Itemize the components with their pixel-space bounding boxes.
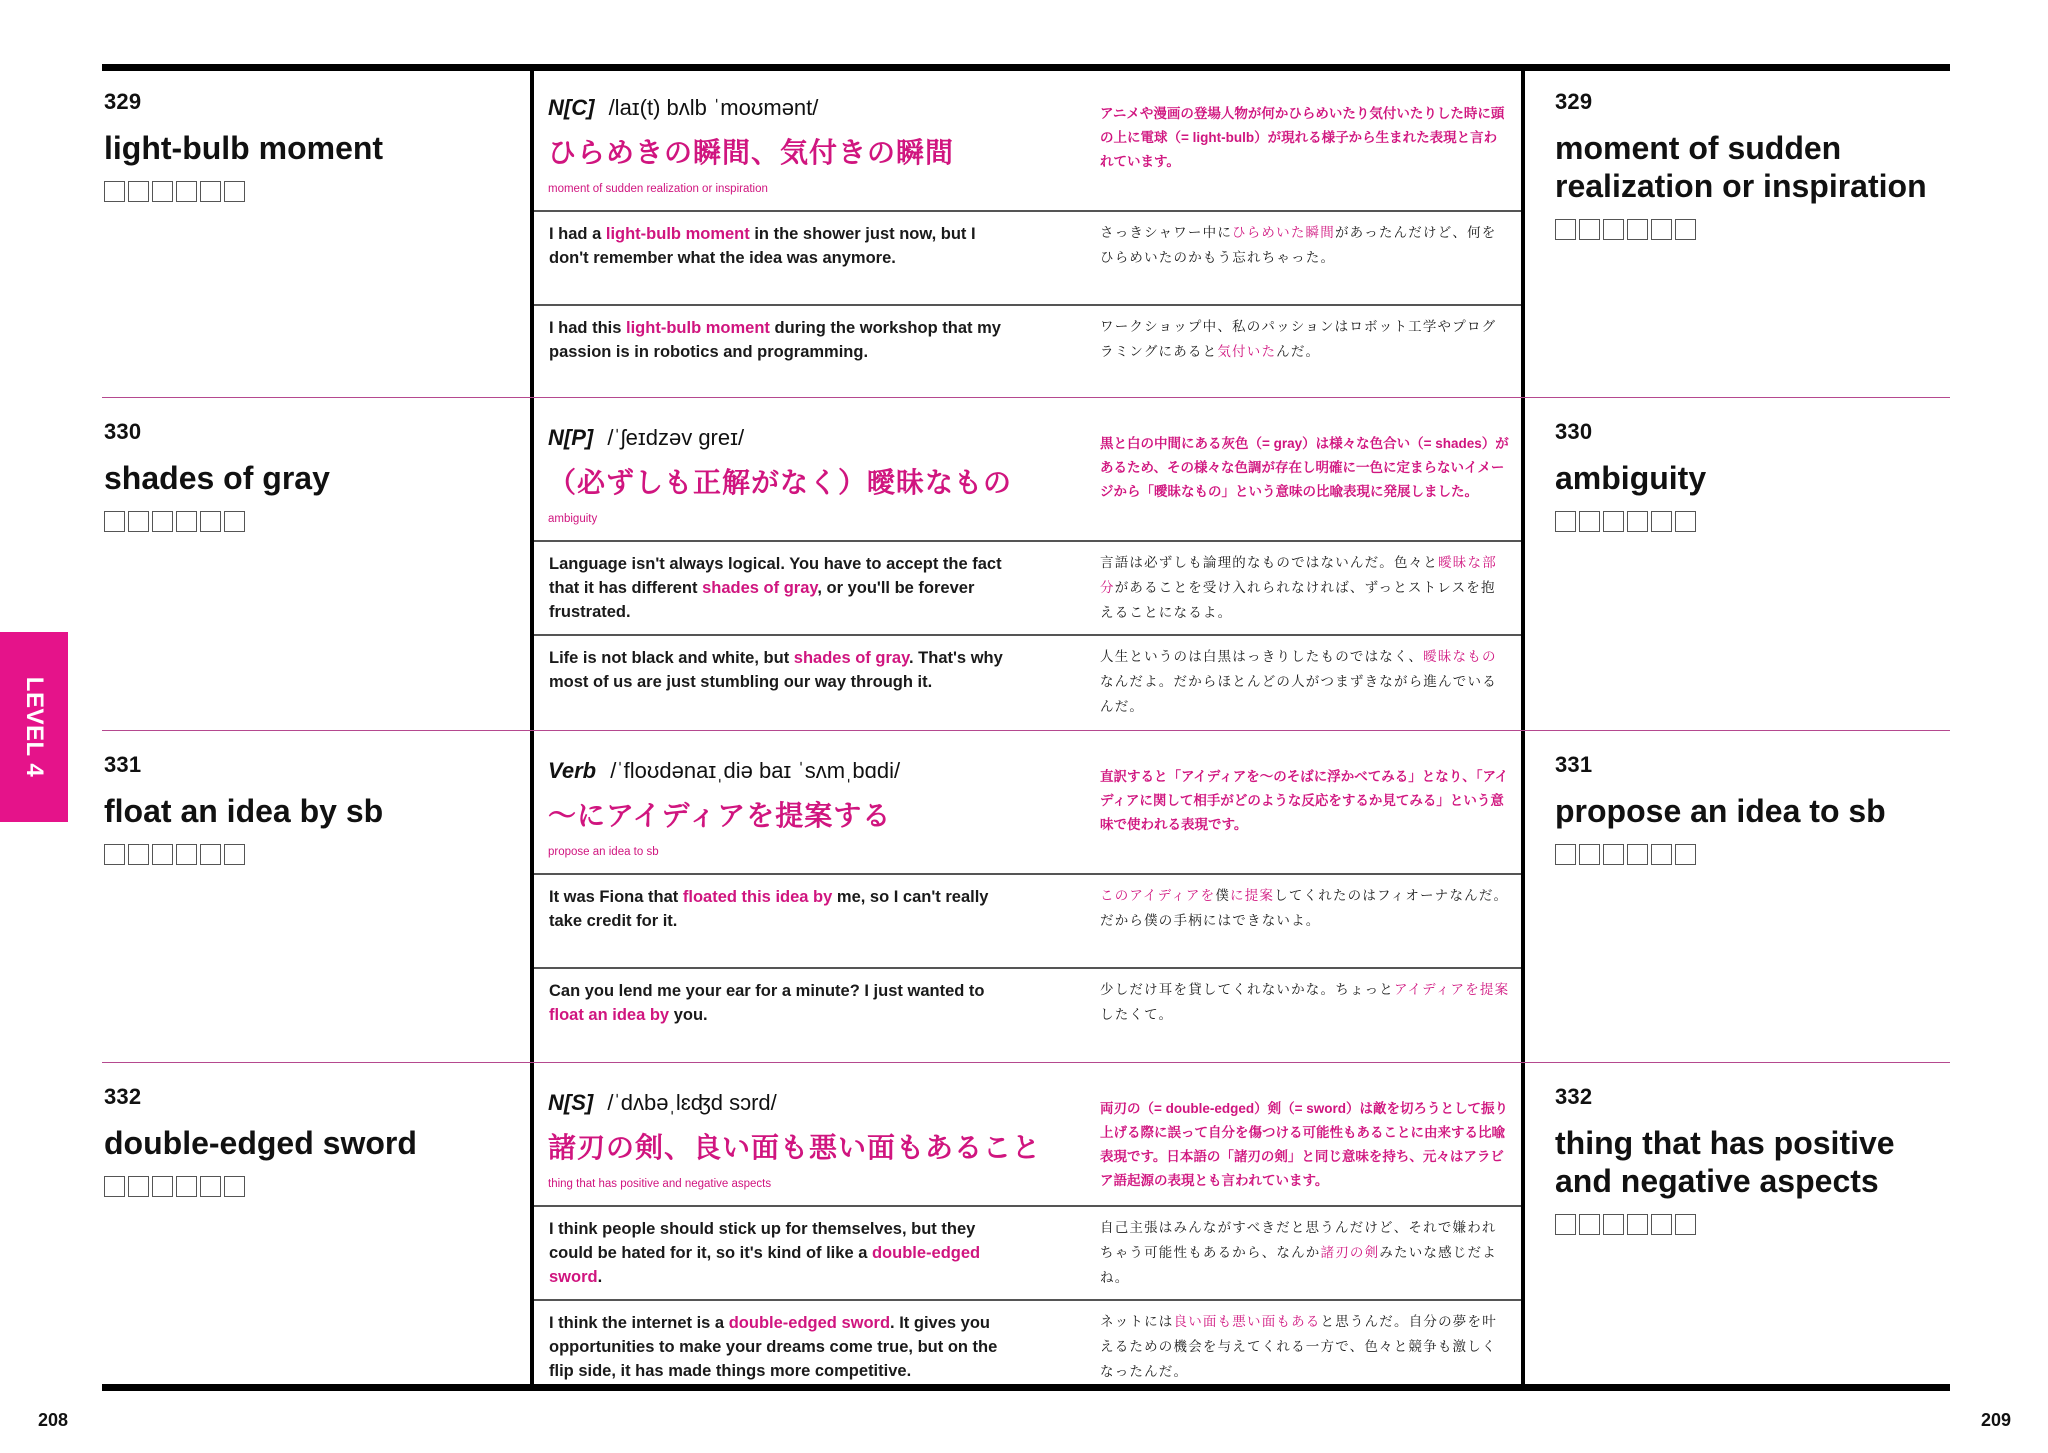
- definition-block: [1555, 1084, 1955, 1235]
- highlighted-phrase: 良い面も悪い面もある: [1173, 1314, 1321, 1329]
- review-checkbox[interactable]: [104, 181, 125, 202]
- example-japanese: [1100, 1215, 1510, 1290]
- example-english: [549, 1311, 1019, 1383]
- highlighted-phrase: double-edged sword: [549, 1244, 981, 1286]
- english-gloss: propose an idea to sb: [548, 846, 659, 858]
- review-checkbox[interactable]: [1555, 1214, 1576, 1235]
- definition-block: [1555, 89, 1955, 240]
- highlighted-phrase: に提案: [1230, 888, 1275, 903]
- row-divider: [534, 873, 1521, 875]
- highlighted-phrase: shades of gray: [793, 649, 910, 667]
- term-block: [104, 89, 383, 202]
- ipa-pronunciation: /ˈfloʊdənaɪˌdiə baɪ ˈsʌmˌbɑdi/: [610, 758, 901, 783]
- example-japanese: [1100, 1309, 1510, 1384]
- example-english: [549, 979, 1019, 1027]
- review-checkbox[interactable]: [1675, 844, 1696, 865]
- example-text: してくれたのはフィオーナなんだ。だから僕の手柄にはできないよ。: [1100, 888, 1509, 928]
- review-checkbox[interactable]: [176, 511, 197, 532]
- review-checkbox[interactable]: [224, 511, 245, 532]
- example-text: 人生というのは白黒はっきりしたものではなく、: [1100, 649, 1424, 664]
- highlighted-phrase: 諸刃の剣: [1320, 1245, 1380, 1260]
- pronunciation-line: [548, 758, 1048, 784]
- entry-number: 332: [1555, 1084, 1593, 1109]
- review-checkbox[interactable]: [1651, 219, 1672, 240]
- example-english: [549, 1217, 1019, 1289]
- example-text: you.: [669, 1006, 708, 1024]
- bottom-rule: [102, 1384, 1950, 1391]
- row-divider: [534, 1299, 1521, 1301]
- example-text: . It gives you opportunities to make your dreams come true, but on the flip side, it has made things more competitive.: [549, 1314, 998, 1380]
- highlighted-phrase: light-bulb moment: [605, 225, 750, 243]
- entry-header: [548, 758, 1048, 858]
- example-text: 言語は必ずしも論理的なものではないんだ。色々と: [1100, 555, 1439, 570]
- row-divider: [534, 634, 1521, 636]
- example-text: , or you'll be forever frustrated.: [549, 579, 975, 621]
- row-divider: [534, 540, 1521, 542]
- term-block: [104, 752, 383, 865]
- entry-definition: ambiguity: [1555, 460, 1707, 496]
- review-checkbox[interactable]: [128, 181, 149, 202]
- review-checkbox[interactable]: [128, 511, 149, 532]
- review-checkbox[interactable]: [1675, 1214, 1696, 1235]
- example-japanese: [1100, 883, 1510, 933]
- review-checkbox[interactable]: [176, 1176, 197, 1197]
- level-tab-label: LEVEL 4: [21, 676, 48, 778]
- review-checkbox[interactable]: [152, 511, 173, 532]
- term-block: [104, 419, 330, 532]
- review-checkboxes: [104, 844, 383, 865]
- review-checkbox[interactable]: [1603, 1214, 1624, 1235]
- section-divider: [102, 730, 1950, 731]
- review-checkbox[interactable]: [224, 181, 245, 202]
- example-text: me, so I can't really take credit for it.: [549, 888, 989, 930]
- example-text: んだ。: [1276, 344, 1321, 359]
- example-english: [549, 885, 1019, 933]
- review-checkbox[interactable]: [1651, 1214, 1672, 1235]
- pronunciation-line: [548, 1090, 1048, 1116]
- example-text: during the workshop that my passion is in robotics and programming.: [549, 319, 1001, 361]
- example-text: があることを受け入れられなければ、ずっとストレスを抱えることになるよ。: [1100, 580, 1496, 620]
- review-checkbox[interactable]: [104, 844, 125, 865]
- example-japanese: [1100, 314, 1510, 364]
- example-english: [549, 222, 1019, 270]
- term-block: [104, 1084, 417, 1197]
- example-text: I had this: [549, 319, 627, 337]
- review-checkbox[interactable]: [1555, 219, 1576, 240]
- example-text: なんだよ。だからほとんどの人がつまずきながら進んでいるんだ。: [1100, 674, 1497, 714]
- review-checkboxes: [104, 181, 383, 202]
- review-checkboxes: [1555, 511, 1955, 532]
- example-japanese: [1100, 977, 1510, 1027]
- top-rule: [102, 64, 1950, 71]
- pronunciation-line: [548, 95, 1048, 121]
- review-checkbox[interactable]: [1579, 511, 1600, 532]
- entry-definition: moment of sudden realization or inspiration: [1555, 130, 1927, 204]
- example-text: I think the internet is a: [549, 1314, 729, 1332]
- example-english: [549, 316, 1019, 364]
- highlighted-phrase: light-bulb moment: [626, 319, 770, 337]
- review-checkbox[interactable]: [1627, 219, 1648, 240]
- example-english: [549, 552, 1019, 624]
- entry-number: 329: [104, 89, 142, 114]
- part-of-speech: Verb: [548, 758, 597, 783]
- review-checkbox[interactable]: [224, 844, 245, 865]
- review-checkbox[interactable]: [200, 844, 221, 865]
- highlighted-phrase: このアイディアを: [1100, 888, 1216, 903]
- usage-note: 黒と白の中間にある灰色（= gray）は様々な色合い（= shades）があるため、その様々な色調が存在し明確に一色に定まらないイメージから「曖昧なもの」という意味の比喩表現に発展しました。: [1100, 436, 1509, 499]
- entry-number: 329: [1555, 89, 1593, 114]
- review-checkbox[interactable]: [1651, 844, 1672, 865]
- example-japanese: [1100, 220, 1510, 270]
- review-checkbox[interactable]: [104, 511, 125, 532]
- entry-term: double-edged sword: [104, 1125, 417, 1161]
- english-gloss: thing that has positive and negative aspects: [548, 1178, 772, 1190]
- review-checkboxes: [104, 1176, 417, 1197]
- example-text: したくて。: [1100, 1007, 1174, 1022]
- example-text: Can you lend me your ear for a minute? I just wanted to: [549, 982, 985, 1000]
- example-text: 自己主張はみんながすべきだと思うんだけど、それで嫌われちゃう可能性もあるから、なんか: [1100, 1220, 1497, 1260]
- entry-term: float an idea by sb: [104, 793, 384, 829]
- review-checkboxes: [104, 511, 330, 532]
- review-checkboxes: [1555, 1214, 1955, 1235]
- example-text: さっきシャワー中に: [1100, 225, 1233, 240]
- part-of-speech: N[P]: [548, 425, 594, 450]
- entry-number: 330: [104, 419, 142, 444]
- row-divider: [534, 210, 1521, 212]
- usage-note: アニメや漫画の登場人物が何かひらめいたり気付いたりした時に頭の上に電球（= light-bulb）が現れる様子から生まれた表現と言われています。: [1100, 106, 1505, 169]
- highlighted-phrase: float an idea by: [549, 1006, 670, 1024]
- japanese-meaning: ～にアイディアを提案する: [548, 800, 892, 831]
- highlighted-phrase: floated this idea by: [682, 888, 833, 906]
- english-gloss: ambiguity: [548, 513, 598, 525]
- review-checkbox[interactable]: [200, 1176, 221, 1197]
- review-checkbox[interactable]: [1579, 844, 1600, 865]
- review-checkbox[interactable]: [128, 1176, 149, 1197]
- review-checkbox[interactable]: [1603, 844, 1624, 865]
- example-text: Life is not black and white, but: [549, 649, 794, 667]
- review-checkbox[interactable]: [152, 181, 173, 202]
- review-checkbox[interactable]: [200, 181, 221, 202]
- japanese-meaning: （必ずしも正解がなく）曖昧なもの: [548, 467, 1013, 498]
- english-gloss: moment of sudden realization or inspiration: [548, 183, 768, 195]
- entry-header: [548, 95, 1048, 195]
- example-japanese: [1100, 644, 1510, 719]
- review-checkboxes: [1555, 844, 1955, 865]
- example-text: 少しだけ耳を貸してくれないかな。ちょっと: [1100, 982, 1394, 997]
- highlighted-phrase: 気付いた: [1217, 344, 1277, 359]
- highlighted-phrase: 曖昧なもの: [1423, 649, 1497, 664]
- example-japanese: [1100, 550, 1510, 625]
- review-checkbox[interactable]: [128, 844, 149, 865]
- entry-header: [548, 425, 1048, 525]
- example-text: があったんだけど、何をひらめいたのかもう忘れちゃった。: [1100, 225, 1497, 265]
- entry-term: light-bulb moment: [104, 130, 384, 166]
- example-text: ワークショップ中、私のパッションはロボット工学やプログラミングにあると: [1100, 319, 1497, 359]
- example-text: ネットには: [1100, 1314, 1174, 1329]
- review-checkbox[interactable]: [152, 844, 173, 865]
- japanese-meaning: 諸刃の剣、良い面も悪い面もあること: [548, 1132, 1042, 1163]
- review-checkbox[interactable]: [1603, 511, 1624, 532]
- example-text: I think people should stick up for themselves, but they could be hated for it, so it's kind of like a: [549, 1220, 976, 1262]
- highlighted-phrase: アイディアを提案: [1394, 982, 1510, 997]
- review-checkbox[interactable]: [200, 511, 221, 532]
- example-text: .: [597, 1268, 603, 1286]
- review-checkbox[interactable]: [1555, 511, 1576, 532]
- part-of-speech: N[S]: [548, 1090, 594, 1115]
- entry-number: 331: [104, 752, 142, 777]
- review-checkbox[interactable]: [152, 1176, 173, 1197]
- row-divider: [534, 967, 1521, 969]
- highlighted-phrase: 曖昧な部分: [1100, 555, 1497, 595]
- section-divider: [102, 1062, 1950, 1063]
- definition-block: [1555, 419, 1955, 532]
- column-rule-left: [530, 67, 534, 1387]
- example-english: [549, 646, 1019, 694]
- page-number-right: 209: [1981, 1410, 2012, 1430]
- level-tab: [0, 632, 68, 822]
- entry-definition: thing that has positive and negative aspects: [1555, 1125, 1895, 1199]
- japanese-meaning: ひらめきの瞬間、気付きの瞬間: [548, 137, 955, 168]
- usage-note: 両刃の（= double-edged）剣（= sword）は敵を切ろうとして振り上げる際に誤って自分を傷つける可能性もあることに由来する比喩表現です。日本語の「諸刃の剣」と同じ意味を持ち、元々はアラビア語起源の表現とも言われています。: [1100, 1101, 1509, 1188]
- review-checkbox[interactable]: [1555, 844, 1576, 865]
- review-checkbox[interactable]: [1627, 1214, 1648, 1235]
- pronunciation-line: [548, 425, 1048, 451]
- example-text: in the shower just now, but I don't remember what the idea was anymore.: [549, 225, 976, 267]
- row-divider: [534, 1205, 1521, 1207]
- ipa-pronunciation: /ˈʃeɪdzəv greɪ/: [607, 425, 745, 450]
- highlighted-phrase: double-edged sword: [728, 1314, 891, 1332]
- definition-block: [1555, 752, 1955, 865]
- review-checkbox[interactable]: [1603, 219, 1624, 240]
- review-checkbox[interactable]: [176, 844, 197, 865]
- review-checkbox[interactable]: [1579, 219, 1600, 240]
- highlighted-phrase: shades of gray: [702, 579, 818, 597]
- entry-number: 331: [1555, 752, 1593, 777]
- entry-header: [548, 1090, 1048, 1190]
- example-text: みたいな感じだよね。: [1100, 1245, 1497, 1285]
- usage-note: 直訳すると「アイディアを～のそばに浮かべてみる」となり、「アイディアに関して相手がどのような反応をするか見てみる」という意味で使われる表現です。: [1100, 769, 1509, 832]
- entry-number: 330: [1555, 419, 1593, 444]
- page-number-left: 208: [38, 1410, 69, 1430]
- review-checkbox[interactable]: [104, 1176, 125, 1197]
- example-text: I had a: [549, 225, 606, 243]
- highlighted-phrase: ひらめいた瞬間: [1232, 225, 1335, 240]
- example-text: と思うんだ。自分の夢を叶えるための機会を与えてくれる一方で、色々と競争も激しくなったんだ。: [1100, 1314, 1497, 1379]
- review-checkbox[interactable]: [1675, 219, 1696, 240]
- section-divider: [102, 397, 1950, 398]
- review-checkbox[interactable]: [1627, 511, 1648, 532]
- ipa-pronunciation: /laɪ(t) bʌlb ˈmoʊmənt/: [608, 95, 819, 120]
- review-checkbox[interactable]: [1651, 511, 1672, 532]
- entry-definition: propose an idea to sb: [1555, 793, 1886, 829]
- example-text: 僕: [1215, 888, 1231, 903]
- review-checkboxes: [1555, 219, 1955, 240]
- example-text: It was Fiona that: [549, 888, 683, 906]
- column-rule-right: [1521, 67, 1525, 1387]
- review-checkbox[interactable]: [224, 1176, 245, 1197]
- review-checkbox[interactable]: [1675, 511, 1696, 532]
- review-checkbox[interactable]: [1627, 844, 1648, 865]
- review-checkbox[interactable]: [1579, 1214, 1600, 1235]
- review-checkbox[interactable]: [176, 181, 197, 202]
- row-divider: [534, 304, 1521, 306]
- ipa-pronunciation: /ˈdʌbəˌlɛʤd sɔrd/: [607, 1090, 777, 1115]
- example-text: . That's why most of us are just stumbling our way through it.: [549, 649, 1003, 691]
- entry-term: shades of gray: [104, 460, 330, 496]
- part-of-speech: N[C]: [548, 95, 595, 120]
- entry-number: 332: [104, 1084, 142, 1109]
- example-text: Language isn't always logical. You have to accept the fact that it has different: [549, 555, 1002, 597]
